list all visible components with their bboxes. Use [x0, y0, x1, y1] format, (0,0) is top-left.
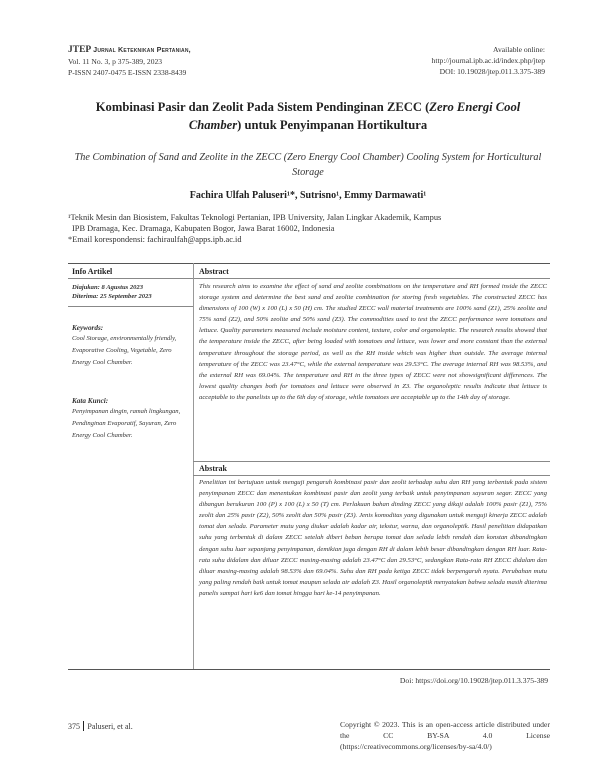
author-list: Fachira Ulfah Paluseri¹*, Sutrisno¹, Emmy Darmawati¹: [189, 190, 427, 201]
article-dates: [72, 283, 190, 302]
journal-name-line: [68, 44, 191, 56]
affiliation: [68, 212, 552, 246]
table-bottom-rule: [68, 669, 550, 670]
journal-name: Jurnal Keteknikan Pertanian,: [93, 45, 191, 54]
journal-header: [68, 44, 191, 78]
abstract-english-text: This research aims to examine the effect of sand and zeolite combinations on the temperature and RH formed inside the ZECC storage system and determine the best sand and zeolite combination for storing fresh vegetables. The constructed ZECC has dimensions of 100 (W) x 100 (L) x 50 (H) cm. The studied ZECC wall material treatments are 100% sand (Z1), 25% zeolite and 75% sand (Z2), and 50% zeolite and 50% sand (Z3). The commodities used to test the ZECC performance were tomatoes and lettuce. Quality parameters measured include moisture content, texture, color and organoleptic. The research results showed that the temperature inside the ZECC, after being loaded with tomatoes and lettuce, was lower and more constant than the external temperature throughout the storage period, as well as the RH inside which was higher than outside. The average internal temperature of the ZECC was 23.47°C, while the external temperature was 29.53°C. The average internal RH was 98.53%, and the external RH was 69.04%. The temperature and RH in the three types of ZECC were not showsignificant differences. The lowest quality changes both for tomatoes and lettuce were observed in Z3. The organoleptic results indicate that lettuce is acceptable to the panelists up to the 6th day of storage, while tomatoes are acceptable up to the 14th day of storage.: [199, 283, 547, 401]
kata-kunci-heading: Kata Kunci:: [72, 397, 109, 405]
column-divider: [193, 263, 194, 669]
copyright-license: Copyright © 2023. This is an open-access article distributed under the CC BY-SA 4.0 License (https://creativecommons.org/licenses/by-sa/4.0/): [340, 720, 550, 751]
running-authors: Paluseri, et al.: [87, 722, 133, 731]
keywords-block: [72, 324, 184, 369]
title-suffix: ) untuk Penyimpanan Hortikultura: [237, 118, 428, 132]
kata-kunci-text: Penyimpanan dingin, ramah lingkungan, Pendinginan Evaporatif, Sayuran, Zero Energy Cool Chamber.: [72, 408, 181, 440]
journal-logo: JTEP: [68, 45, 92, 55]
article-title: [68, 98, 548, 134]
affiliation-line-1: ¹Teknik Mesin dan Biosistem, Fakultas Teknologi Pertanian, IPB University, Jalan Lingkar Akademik, Kampus: [68, 213, 442, 222]
abstrak-indonesian-text: Penelitian ini bertujuan untuk menguji pengaruh kombinasi pasir dan zeolit terhadap suhu dan RH yang terbentuk pada sistem penyimpanan ZECC dan menentukan kombinasi pasir dan zeolit yang terbaik untuk penyimpanan sayuran segar. ZECC yang dibangun berukuran 100 (P) x 100 (L) x 50 (T) cm. Perlakuan bahan dinding ZECC yang dikaji adalah 100% pasir (Z1), 75% zeolit dan 25% pasir (Z2), 50% zeolit dan 50% pasir (Z3). Jenis komoditas yang digunakan untuk menguji kinerja ZECC adalah tomat dan selada. Parameter mutu yang diukur adalah kadar air, tekstur, warna, dan organoleptik. Hasil penelitian didapatkan suhu yang terbentuk di dalam ZECC setelah diberi beban berupa tomat dan selada lebih rendah dan konstan dibandingkan dengan suhu luar sepanjang penyimpanan, demikian juga dengan RH di dalam lebih besar dibandingkan dengan RH luar. Rata-rata suhu didalam dan diluar ZECC masing-masing adalah 23.47°C dan 29.53°C, sedangkan Rata-rata RH ZECC didalam dan diluar masing-masing adalah 98.53% dan 69.04%. Suhu dan RH pada ketiga ZECC tidak berpengaruh nyata. Perubahan mutu yang paling rendah baik untuk tomat maupun selada air adalah Z3. Hasil organoleptik menyatakan bahwa selada masih diterima panelis sampai hari ke6 dan tomat hingga hari ke-14 penyimpanan.: [199, 479, 547, 597]
online-info: [432, 44, 545, 77]
doi-link[interactable]: Doi: https://doi.org/10.19028/jtep.011.3.375-389: [399, 676, 548, 685]
kata-kunci-block: [72, 397, 184, 442]
heading-rule: [68, 278, 550, 279]
volume-line: Vol. 11 No. 3, p 375-389, 2023: [68, 57, 163, 66]
info-artikel-heading: Info Artikel: [72, 267, 113, 276]
journal-url-link[interactable]: http://journal.ipb.ac.id/index.php/jtep: [431, 56, 545, 65]
page-number: 375: [68, 722, 80, 731]
available-label: Available online:: [493, 45, 545, 54]
abstract-divider: [193, 461, 550, 462]
received-date: Diajukan: 8 Agustus 2023: [72, 284, 144, 291]
footer-separator: [83, 721, 84, 731]
affiliation-line-2: IPB Dramaga, Kec. Dramaga, Kabupaten Bogor, Jawa Barat 16002, Indonesia: [72, 224, 335, 234]
title-italic: Zero Energi Cool Chamber: [188, 100, 521, 132]
info-dates-rule: [68, 306, 193, 307]
abstrak-heading-rule: [193, 475, 550, 476]
accepted-date: Diterima: 25 September 2023: [72, 293, 152, 301]
page-footer-left: [68, 721, 133, 731]
title-prefix: Kombinasi Pasir dan Zeolit Pada Sistem Pendinginan ZECC (: [95, 100, 430, 114]
abstract-heading: Abstract: [199, 267, 229, 276]
correspondence-email[interactable]: *Email korespondensi: fachiraulfah@apps.ipb.ac.id: [68, 235, 242, 245]
abstrak-heading: Abstrak: [199, 464, 228, 473]
english-title: The Combination of Sand and Zeolite in the ZECC (Zero Energy Cool Chamber) Cooling System for Horticultural Storage: [74, 152, 542, 178]
keywords-text: Cool Storage, environmentally friendly, Evaporative Cooling, Vegetable, Zero Energy Cool Chamber.: [72, 335, 177, 367]
issn-line: P-ISSN 2407-0475 E-ISSN 2338-8439: [68, 68, 187, 77]
table-top-rule: [68, 263, 550, 264]
header-doi[interactable]: DOI: 10.19028/jtep.011.3.375-389: [439, 67, 545, 76]
keywords-heading: Keywords:: [72, 324, 104, 332]
